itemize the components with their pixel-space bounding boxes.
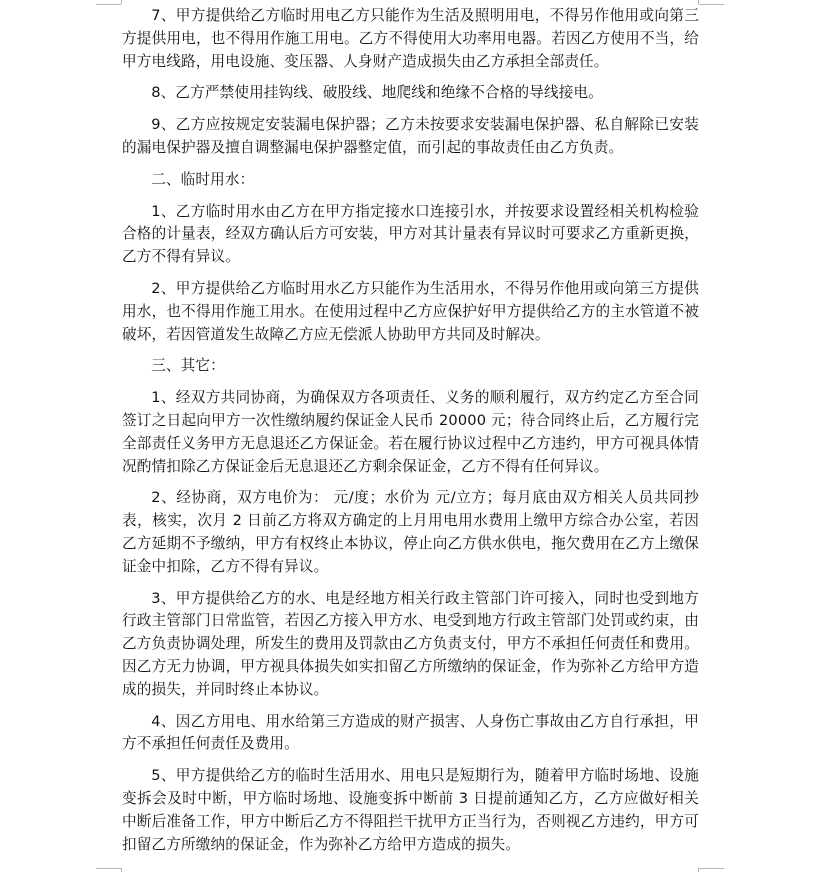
clause-other-1: 1、经双方共同协商，为确保双方各项责任、义务的顺利履行，双方约定乙方至合同签订之日起向甲方一次性缴纳履约保证金人民币 20000 元；待合同终止后，乙方履行完全部责任义务甲方无息退还乙方保证金。若在履行协议过程中乙方违约，甲方可视具体情况酌情扣除乙方保证金后无息退还乙方剩余保证金，乙方不得有任何异议。 <box>122 389 699 475</box>
crop-mark-bottom-right-horizontal <box>699 868 724 869</box>
clause-electricity-9: 9、乙方应按规定安装漏电保护器；乙方未按要求安装漏电保护器、私自解除已安装的漏电保护器及擅自调整漏电保护器整定值，而引起的事故责任由乙方负责。 <box>122 116 699 156</box>
clause-water-2: 2、甲方提供给乙方临时用水乙方只能作为生活用水，不得另作他用或向第三方提供用水，也不得用作施工用水。在使用过程中乙方应保护好甲方提供给乙方的主水管道不被破坏，若因管道发生故障乙方应无偿派人协助甲方共同及时解决。 <box>122 279 699 343</box>
section-heading-water: 二、临时用水： <box>151 170 255 188</box>
section-heading-other: 三、其它： <box>151 357 225 375</box>
crop-mark-top-left-vertical <box>121 0 122 4</box>
crop-mark-bottom-right-vertical <box>698 868 699 872</box>
crop-mark-bottom-left-vertical <box>121 868 122 872</box>
clause-other-4: 4、因乙方用电、用水给第三方造成的财产损害、人身伤亡事故由乙方自行承担，甲方不承担任何责任及费用。 <box>122 712 699 753</box>
clause-water-1: 1、乙方临时用水由乙方在甲方指定接水口连接引水，并按要求设置经相关机构检验合格的计量表，经双方确认后方可安装，甲方对其计量表有异议时可要求乙方重新更换，乙方不得有异议。 <box>122 202 699 266</box>
clause-electricity-7: 7、甲方提供给乙方临时用电乙方只能作为生活及照明用电，不得另作他用或向第三方提供用电，也不得用作施工用电。乙方不得使用大功率用电器。若因乙方使用不当，给甲方电线路，用电设施、变压器、人身财产造成损失由乙方承担全部责任。 <box>122 7 699 70</box>
document-body <box>122 5 699 865</box>
clause-other-5: 5、甲方提供给乙方的临时生活用水、用电只是短期行为，随着甲方临时场地、设施变拆会及时中断，甲方临时场地、设施变拆中断前 3 日提前通知乙方，乙方应做好相关中断后准备工作，甲方中断后乙方不得阻拦干扰甲方正当行为，否则视乙方违约，甲方可扣留乙方所缴纳的保证金，作为弥补乙方给甲方造成的损失。 <box>122 767 699 853</box>
clause-electricity-8: 8、乙方严禁使用挂钩线、破股线、地爬线和绝缘不合格的导线接电。 <box>151 84 603 102</box>
crop-mark-top-right-horizontal <box>699 4 724 5</box>
clause-other-2: 2、经协商，双方电价为： 元/度；水价为 元/立方；每月底由双方相关人员共同抄表，核实，次月 2 日前乙方将双方确定的上月用电用水费用上缴甲方综合办公室，若因乙方延期不予缴纳，甲方有权终止本协议，停止向乙方供水供电，拖欠费用在乙方上缴保证金中扣除，乙方不得有异议。 <box>122 489 699 575</box>
clause-other-3: 3、甲方提供给乙方的水、电是经地方相关行政主管部门许可接入，同时也受到地方行政主管部门日常监管，若因乙方接入甲方水、电受到地方行政主管部门处罚或约束，由乙方负责协调处理，所发生的费用及罚款由乙方负责支付，甲方不承担任何责任和费用。因乙方无力协调，甲方视具体损失如实扣留乙方所缴纳的保证金，作为弥补乙方给甲方造成的损失，并同时终止本协议。 <box>122 589 699 698</box>
crop-mark-bottom-left-horizontal <box>96 868 121 869</box>
crop-mark-top-left-horizontal <box>96 4 121 5</box>
